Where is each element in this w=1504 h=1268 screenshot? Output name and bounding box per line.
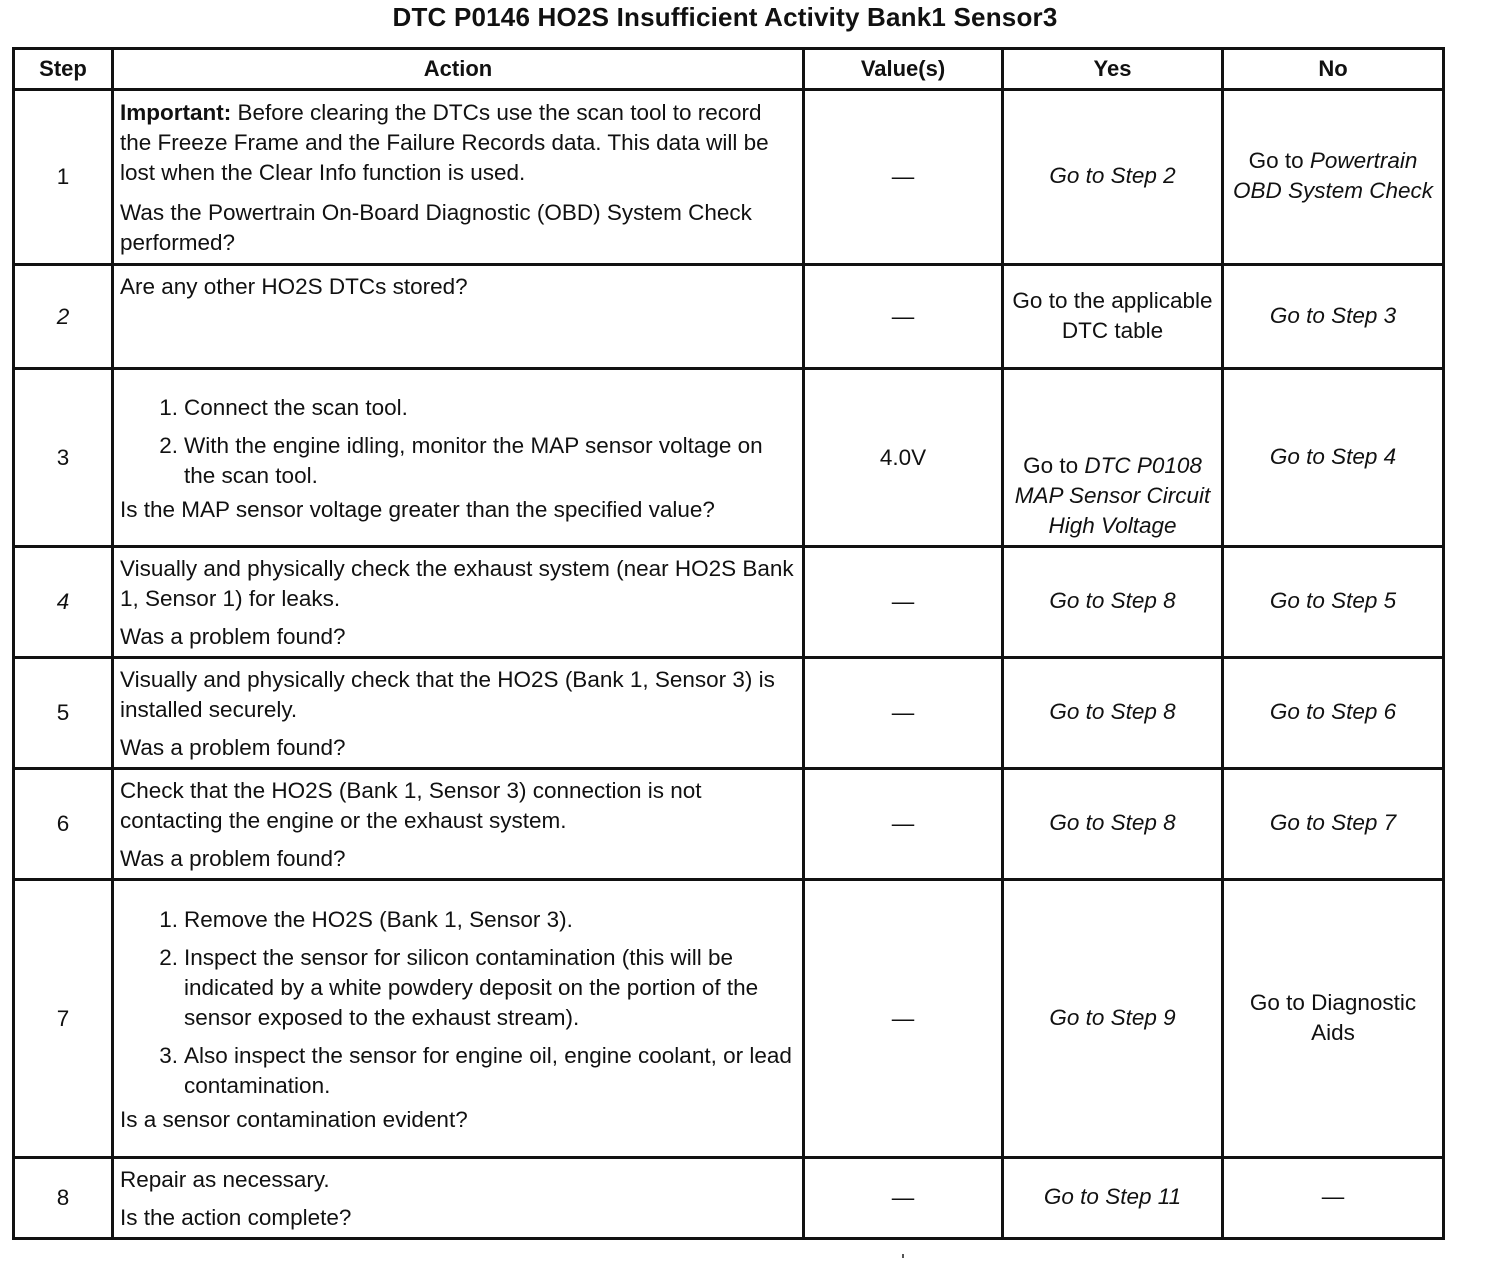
value-cell: — <box>804 90 1003 265</box>
action-step: 3. Also inspect the sensor for engine oil, engine coolant, or lead contamination. <box>159 1042 792 1098</box>
action-steps <box>120 905 796 1101</box>
scan-artifact <box>902 1254 904 1258</box>
action-step: 1. Remove the HO2S (Bank 1, Sensor 3). <box>159 906 573 932</box>
header-values: Value(s) <box>804 49 1003 90</box>
header-no: No <box>1223 49 1444 90</box>
no-cell: Go to Diagnostic Aids <box>1223 880 1444 1158</box>
value-cell: — <box>804 769 1003 880</box>
action-text: Check that the HO2S (Bank 1, Sensor 3) connection is not contacting the engine or the exhaust system. <box>120 778 702 833</box>
action-cell <box>113 1158 804 1239</box>
value-cell: 4.0V <box>804 369 1003 547</box>
action-question: Are any other HO2S DTCs stored? <box>120 274 468 299</box>
action-cell <box>113 265 804 369</box>
no-reference: Powertrain OBD System Check <box>1232 148 1434 203</box>
action-text: Visually and physically check that the HO2S (Bank 1, Sensor 3) is installed securely. <box>120 667 775 722</box>
step-number: 4 <box>14 547 113 658</box>
value-cell: — <box>804 658 1003 769</box>
step-number: 1 <box>14 90 113 265</box>
yes-cell: Go to Step 8 <box>1003 658 1223 769</box>
step-number: 3 <box>14 369 113 547</box>
action-question: Is a sensor contamination evident? <box>120 1106 468 1132</box>
no-cell: Go to Step 7 <box>1223 769 1444 880</box>
yes-cell: Go to Step 2 <box>1003 90 1223 265</box>
yes-cell: Go to Step 11 <box>1003 1158 1223 1239</box>
action-step: 2. Inspect the sensor for silicon contamination (this will be indicated by a white powdery deposit on the portion of the sensor exposed to the exhaust stream). <box>159 944 759 1030</box>
action-cell <box>113 90 804 265</box>
action-question: Was a problem found? <box>120 624 346 649</box>
action-question: Was a problem found? <box>120 846 346 871</box>
action-step: 2. With the engine idling, monitor the MAP sensor voltage on the scan tool. <box>159 432 763 488</box>
yes-cell: Go to Step 8 <box>1003 769 1223 880</box>
step-number: 5 <box>14 658 113 769</box>
action-cell <box>113 547 804 658</box>
yes-cell: Go to Step 8 <box>1003 547 1223 658</box>
table-row <box>14 369 1444 547</box>
table-row <box>14 90 1444 265</box>
action-question: Was a problem found? <box>120 735 346 760</box>
value-cell: — <box>804 880 1003 1158</box>
action-steps <box>120 393 796 491</box>
table-row <box>14 769 1444 880</box>
no-cell <box>1223 90 1444 265</box>
step-number: 8 <box>14 1158 113 1239</box>
table-row <box>14 1158 1444 1239</box>
table-header-row <box>14 49 1444 90</box>
no-prefix: Go to <box>1248 148 1310 173</box>
table-row <box>14 265 1444 369</box>
header-action: Action <box>113 49 804 90</box>
value-cell: — <box>804 1158 1003 1239</box>
no-cell: Go to Step 6 <box>1223 658 1444 769</box>
no-cell: Go to Step 3 <box>1223 265 1444 369</box>
table-row <box>14 547 1444 658</box>
action-cell <box>113 658 804 769</box>
header-yes: Yes <box>1003 49 1223 90</box>
diagnostic-table <box>12 47 1445 1240</box>
action-step: 1. Connect the scan tool. <box>159 394 408 420</box>
step-number: 7 <box>14 880 113 1158</box>
important-label: Important: <box>120 100 232 125</box>
action-text: Visually and physically check the exhaust system (near HO2S Bank 1, Sensor 1) for leaks. <box>120 556 794 611</box>
step-number: 6 <box>14 769 113 880</box>
table-row <box>14 658 1444 769</box>
important-text: Before clearing the DTCs use the scan tool to record the Freeze Frame and the Failure Records data. This data will be lost when the Clear Info function is used. <box>120 100 769 185</box>
action-text: Repair as necessary. <box>120 1167 330 1192</box>
value-cell: — <box>804 547 1003 658</box>
yes-prefix: Go to <box>1023 453 1085 478</box>
header-step: Step <box>14 49 113 90</box>
action-question: Was the Powertrain On-Board Diagnostic (OBD) System Check performed? <box>120 200 752 255</box>
action-question: Is the action complete? <box>120 1205 352 1230</box>
action-cell <box>113 880 804 1158</box>
no-cell: Go to Step 5 <box>1223 547 1444 658</box>
yes-cell <box>1003 369 1223 547</box>
table-row <box>14 880 1444 1158</box>
no-cell: Go to Step 4 <box>1223 369 1444 547</box>
no-cell: — <box>1223 1158 1444 1239</box>
action-question: Is the MAP sensor voltage greater than the specified value? <box>120 496 715 522</box>
yes-cell: Go to Step 9 <box>1003 880 1223 1158</box>
yes-reference: DTC P0108 MAP Sensor Circuit High Voltage <box>1014 453 1211 538</box>
step-number: 2 <box>14 265 113 369</box>
page-title: DTC P0146 HO2S Insufficient Activity Bank1 Sensor3 <box>392 2 1058 32</box>
value-cell: — <box>804 265 1003 369</box>
action-cell <box>113 769 804 880</box>
yes-cell: Go to the applicable DTC table <box>1003 265 1223 369</box>
action-cell <box>113 369 804 547</box>
important-note <box>120 98 796 188</box>
